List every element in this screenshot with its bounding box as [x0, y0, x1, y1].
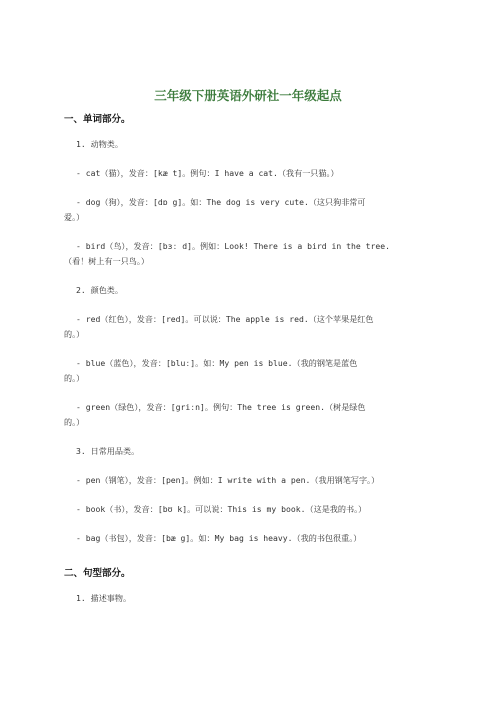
entry-cat: - cat（猫），发音：[kæ t]。例句：I have a cat.（我有一只猫。） [76, 168, 339, 178]
entry-book: - book（书），发音：[bʊ k]。可以说：This is my book.（这是我的书。） [76, 504, 367, 514]
subsection-label-describe: 1. 描述事物。 [76, 593, 132, 603]
entry-pen: - pen（钢笔），发音：[pen]。例如：I write with a pen.（我用钢笔写字。） [76, 475, 380, 485]
entry-dog-line-2: 爱。） [64, 212, 85, 222]
section-heading-sentences: 二、句型部分。 [64, 568, 131, 579]
section-heading-vocabulary: 一、单词部分。 [64, 114, 131, 125]
entry-red-line-2: 的。） [64, 329, 85, 339]
entry-dog-line-1: - dog（狗），发音：[dɒ g]。如：The dog is very cute.（这只狗非常可 [76, 197, 366, 207]
entry-bird-line-2: （看！树上有一只鸟。） [64, 256, 149, 266]
subsection-label-animals: 1. 动物类。 [76, 139, 123, 149]
subsection-label-colors: 2. 颜色类。 [76, 285, 123, 295]
entry-blue-line-1: - blue（蓝色），发音：[bluː]。如：My pen is blue.（我的钢笔是蓝色 [76, 358, 358, 368]
entry-green-line-2: 的。） [64, 417, 85, 427]
entry-red-line-1: - red（红色），发音：[red]。可以说：The apple is red.（这个苹果是红色 [76, 314, 374, 324]
entry-bird-line-1: - bird（鸟），发音：[bɜː d]。例如：Look! There is a bird in the tree. [76, 241, 391, 251]
entry-bag: - bag（书包），发音：[bæ g]。如：My bag is heavy.（我的书包很重。） [76, 533, 362, 543]
subsection-label-daily-items: 3. 日常用品类。 [76, 446, 140, 456]
entry-blue-line-2: 的。） [64, 373, 85, 383]
document-title: 三年级下册英语外研社一年级起点 [154, 88, 342, 103]
entry-green-line-1: - green（绿色），发音：[griːn]。例句：The tree is green.（树是绿色 [76, 402, 366, 412]
